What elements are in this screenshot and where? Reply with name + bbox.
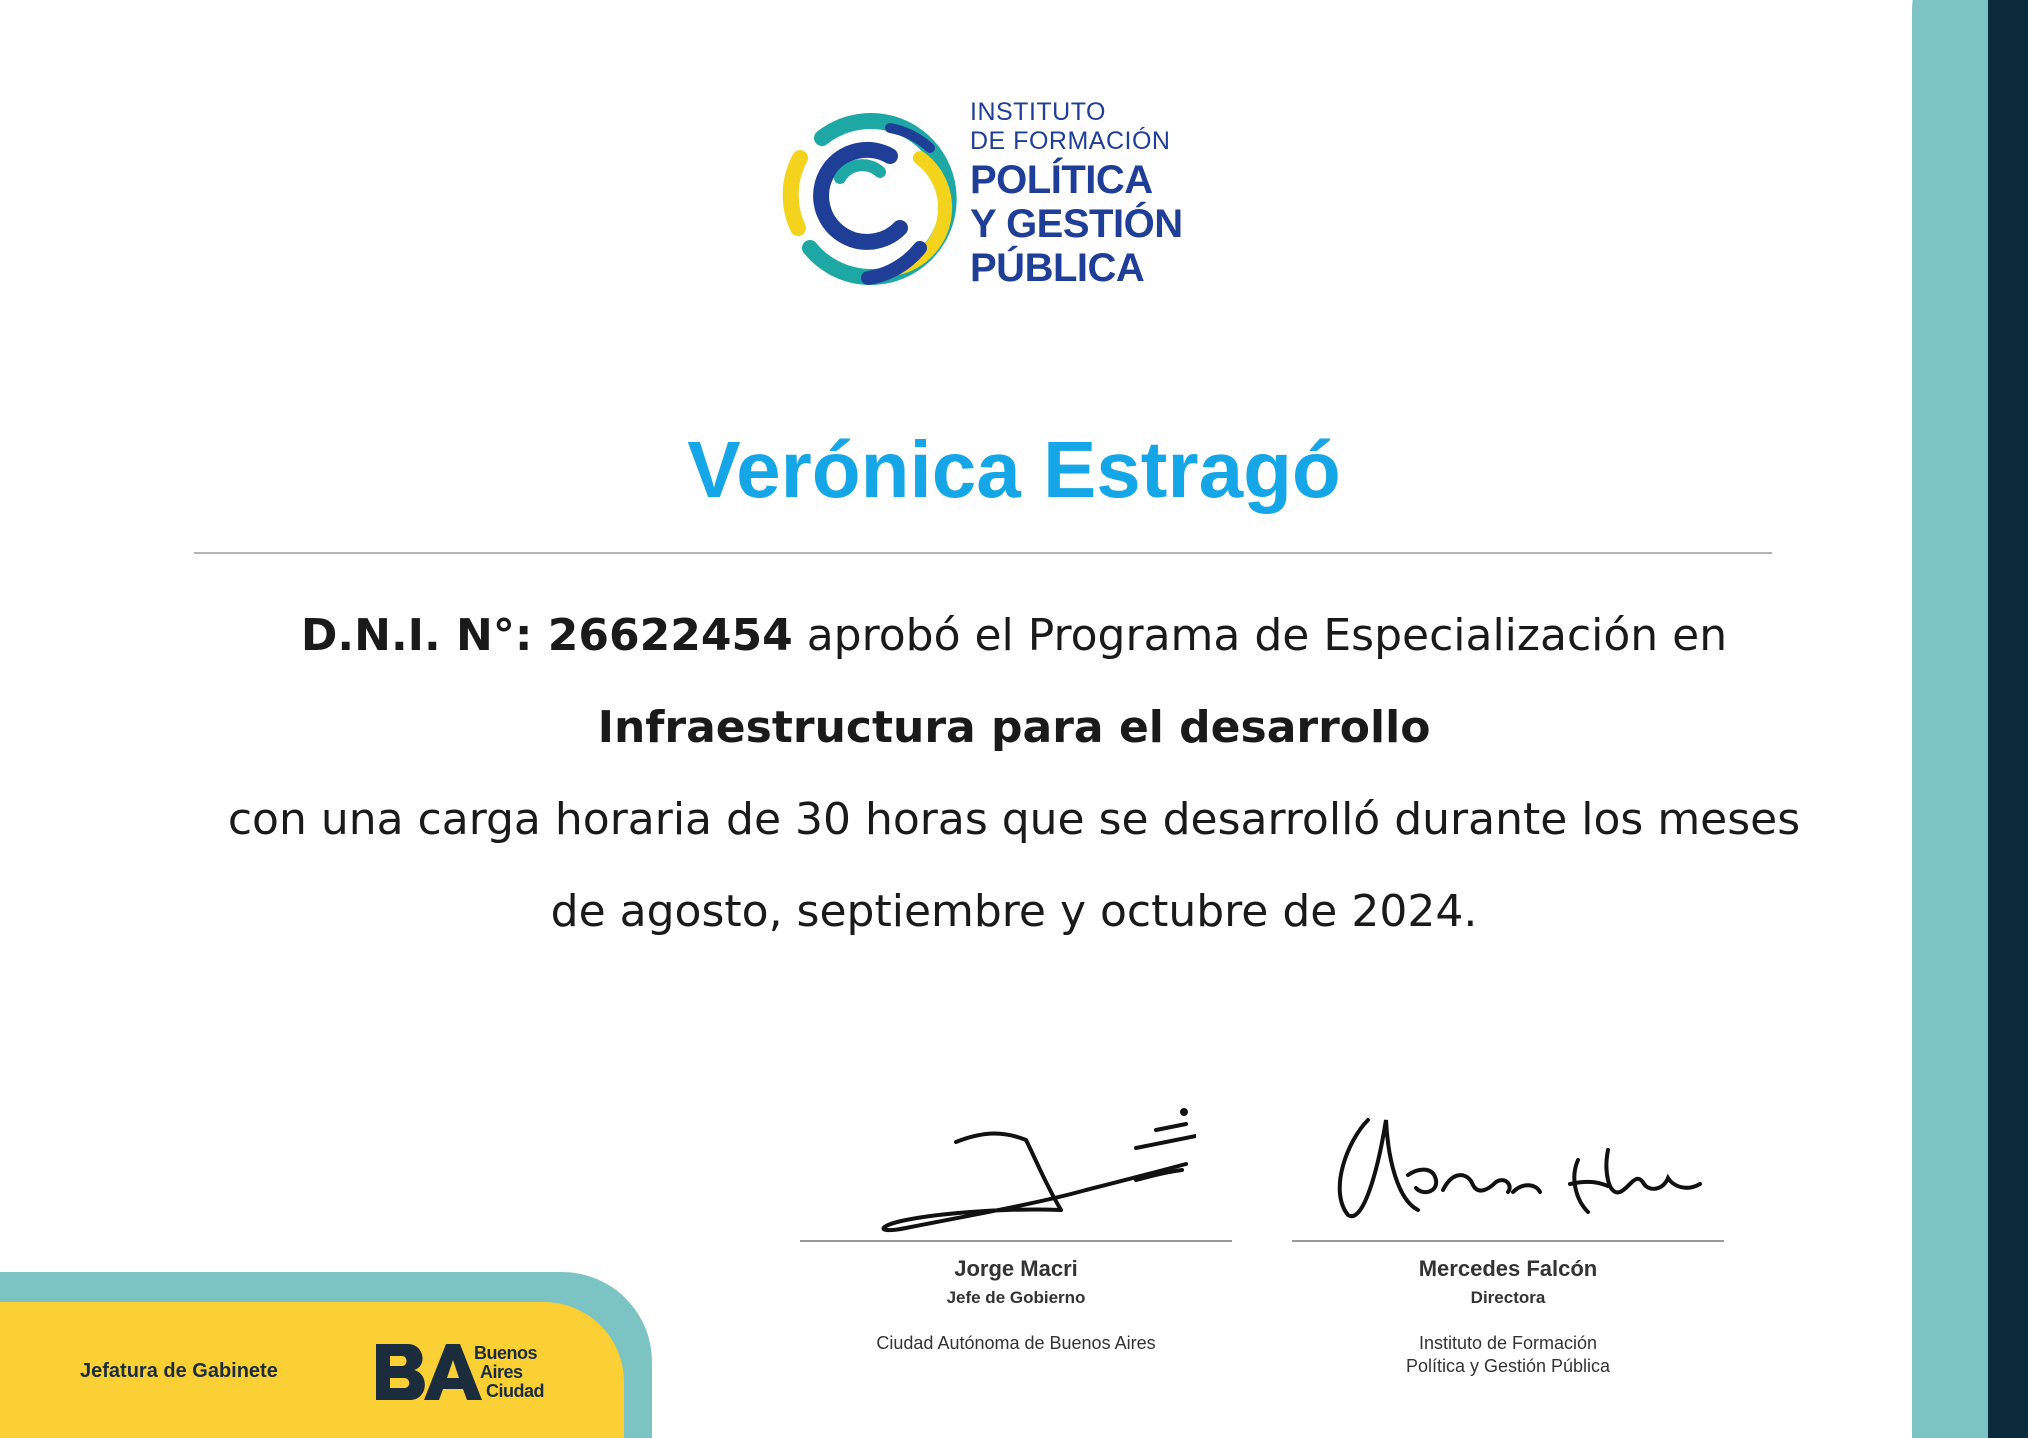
signatory-2-role: Directora <box>1470 1288 1546 1307</box>
signature-block-2 <box>1292 1100 1724 1378</box>
institute-logo <box>770 98 1210 298</box>
institute-line-3: POLÍTICA <box>970 158 1153 202</box>
signature-1-image <box>836 1100 1196 1240</box>
statement-line-3: con una carga horaria de 30 horas que se desarrolló durante los meses <box>227 794 1801 845</box>
ba-ciudad-logo <box>374 1340 594 1410</box>
institute-ring-icon <box>770 98 960 298</box>
ba-line-3: Ciudad <box>486 1381 544 1401</box>
signatory-1-role: Jefe de Gobierno <box>946 1288 1086 1307</box>
signature-block-1 <box>800 1100 1232 1355</box>
ba-letters-icon <box>374 1340 484 1404</box>
signature-1-line <box>800 1240 1232 1242</box>
program-name: Infraestructura para el desarrollo <box>597 702 1431 753</box>
signatory-2-org-line-1: Instituto de Formación <box>1418 1333 1598 1353</box>
ba-line-2: Aires <box>480 1362 523 1382</box>
statement-line-1-rest: aprobó el Programa de Especialización en <box>792 610 1728 661</box>
signatory-2-org <box>1292 1332 1724 1378</box>
dni-label: D.N.I. N°: 26622454 <box>300 610 793 661</box>
signatory-1-org-line-1: Ciudad Autónoma de Buenos Aires <box>876 1333 1156 1353</box>
institute-line-4: Y GESTIÓN <box>970 202 1183 246</box>
ba-line-1: Buenos <box>474 1343 538 1363</box>
institute-line-5: PÚBLICA <box>970 246 1145 290</box>
name-divider <box>194 552 1772 554</box>
signature-2-line <box>1292 1240 1724 1242</box>
ba-ciudad-text <box>474 1344 544 1401</box>
institute-line-1: INSTITUTO <box>970 98 1106 126</box>
signature-2-image <box>1308 1100 1708 1240</box>
signatory-1-org <box>800 1332 1232 1355</box>
institute-line-2: DE FORMACIÓN <box>970 127 1171 155</box>
statement-line-4: de agosto, septiembre y octubre de 2024. <box>550 886 1478 937</box>
jefatura-label: Jefatura de Gabinete <box>80 1360 278 1382</box>
recipient-name: Verónica Estragó <box>687 425 1341 514</box>
statement-line-1 <box>0 610 2028 661</box>
signatory-1-name: Jorge Macri <box>954 1256 1078 1281</box>
signatory-2-org-line-2: Política y Gestión Pública <box>1405 1356 1611 1376</box>
signatory-2-name: Mercedes Falcón <box>1418 1256 1598 1281</box>
